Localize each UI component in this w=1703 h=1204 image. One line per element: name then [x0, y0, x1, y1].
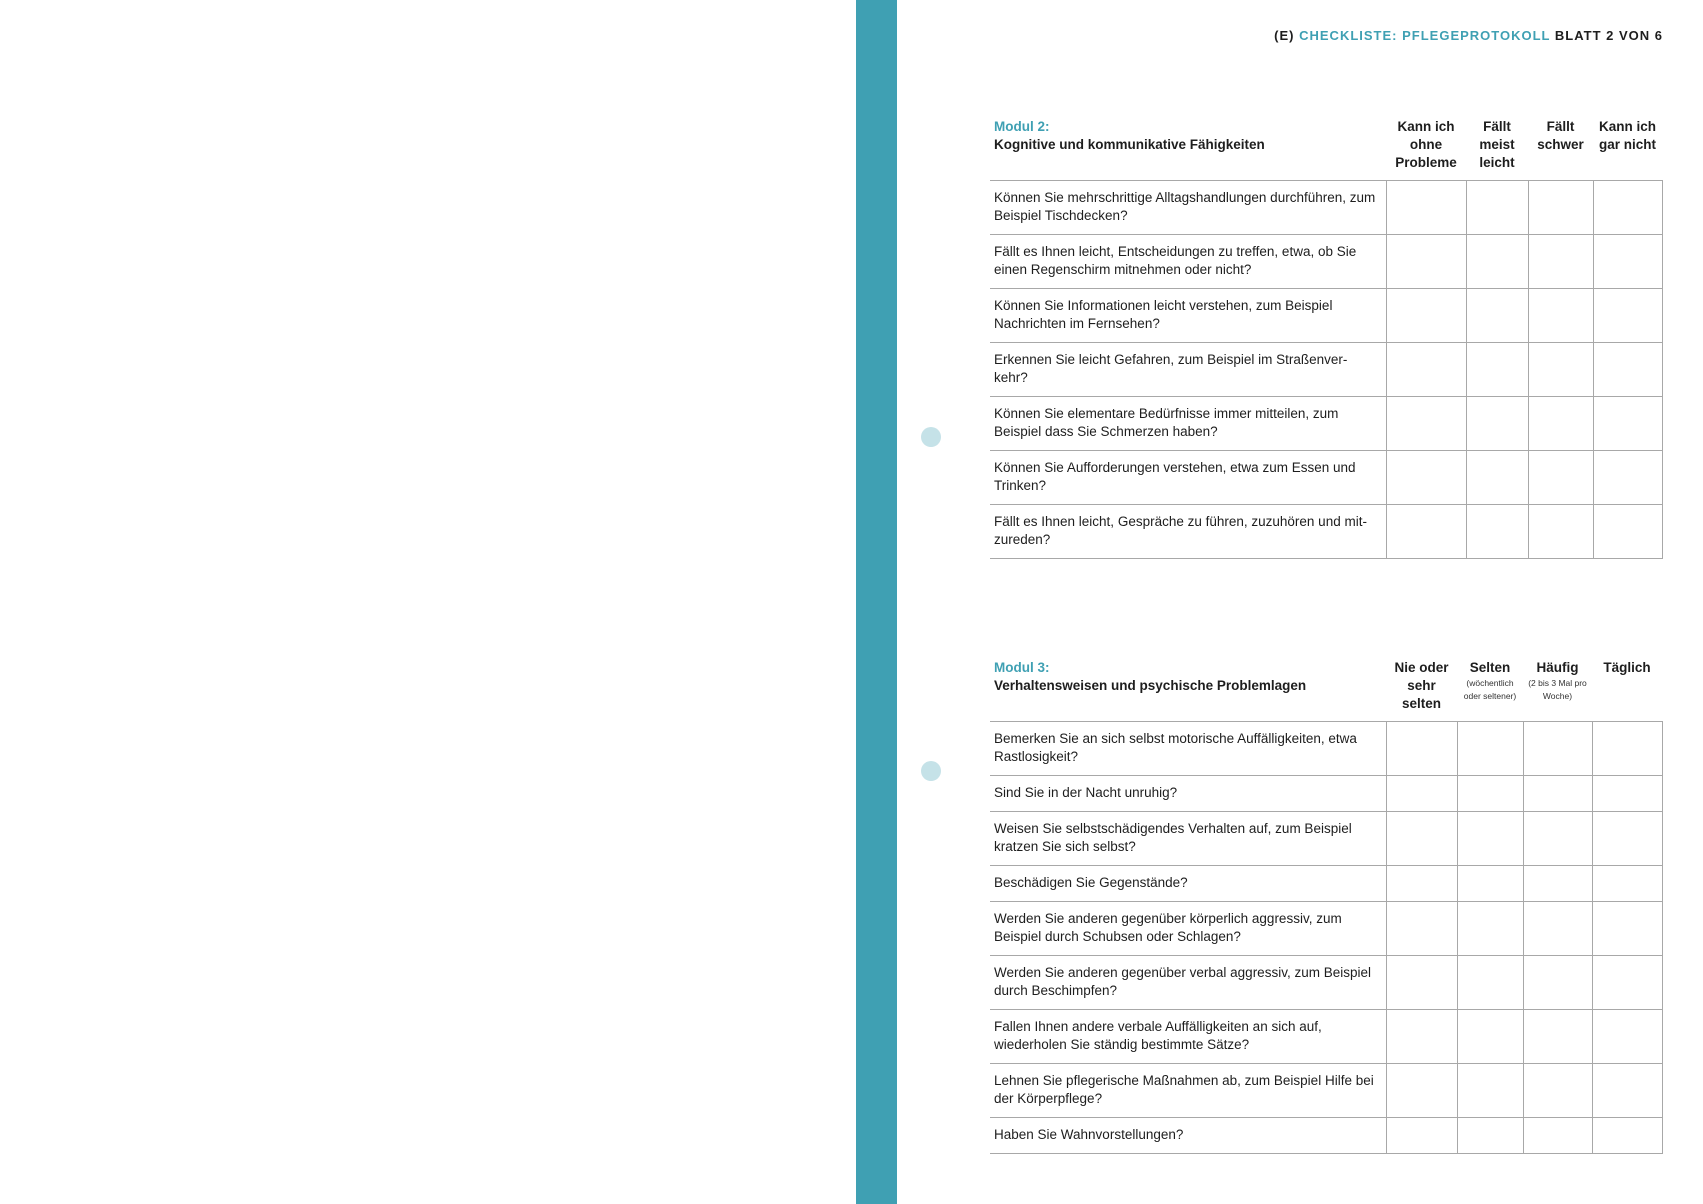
- column-header: Fällt meist leicht: [1479, 119, 1515, 170]
- answer-box[interactable]: [1466, 235, 1528, 289]
- column-header: [1523, 657, 1592, 722]
- answer-box[interactable]: [1466, 505, 1528, 559]
- column-header: [1592, 657, 1662, 722]
- question-text: Können Sie Aufforderungen verstehen, etwa zum Essen und Trinken?: [994, 460, 1356, 493]
- answer-box[interactable]: [1386, 956, 1457, 1010]
- table-row: [990, 1064, 1662, 1118]
- answer-box[interactable]: [1466, 289, 1528, 343]
- answer-box[interactable]: [1386, 866, 1457, 902]
- table-row: [990, 289, 1662, 343]
- answer-box[interactable]: [1466, 181, 1528, 235]
- answer-box[interactable]: [1523, 812, 1592, 866]
- table-row: [990, 866, 1662, 902]
- table-row: [990, 343, 1662, 397]
- table-row: [990, 505, 1662, 559]
- table-row: [990, 397, 1662, 451]
- header-title: CHECKLISTE: PFLEGEPROTOKOLL: [1299, 28, 1551, 43]
- answer-box[interactable]: [1466, 451, 1528, 505]
- answer-box[interactable]: [1528, 505, 1593, 559]
- answer-box[interactable]: [1593, 181, 1662, 235]
- answer-box[interactable]: [1386, 902, 1457, 956]
- module-3-label: Modul 3:: [994, 660, 1050, 675]
- question-text: Bemerken Sie an sich selbst motorische Auffälligkeiten, etwa Rastlosigkeit?: [994, 731, 1357, 764]
- answer-box[interactable]: [1528, 451, 1593, 505]
- module-3-title: Verhaltensweisen und psychische Problemlagen: [994, 678, 1307, 693]
- column-header-label: Täglich: [1603, 660, 1651, 675]
- table-row: [990, 722, 1662, 776]
- punch-hole: [921, 761, 941, 781]
- table-row: [990, 776, 1662, 812]
- answer-box[interactable]: [1386, 505, 1466, 559]
- answer-box[interactable]: [1528, 289, 1593, 343]
- column-header: [1386, 657, 1457, 722]
- column-header: Kann ich gar nicht: [1598, 119, 1656, 152]
- answer-box[interactable]: [1523, 866, 1592, 902]
- answer-box[interactable]: [1592, 776, 1662, 812]
- column-header: [1457, 657, 1523, 722]
- answer-box[interactable]: [1386, 812, 1457, 866]
- answer-box[interactable]: [1386, 722, 1457, 776]
- answer-box[interactable]: [1592, 902, 1662, 956]
- page-header: [1274, 28, 1663, 43]
- answer-box[interactable]: [1457, 722, 1523, 776]
- header-prefix: (E): [1274, 28, 1295, 43]
- question-text: Haben Sie Wahnvorstellungen?: [994, 1127, 1184, 1142]
- answer-box[interactable]: [1457, 812, 1523, 866]
- question-text: Fällt es Ihnen leicht, Entscheidungen zu treffen, etwa, ob Sie einen Regenschirm mitnehmen oder nicht?: [994, 244, 1357, 277]
- binder-spine: [856, 0, 897, 1204]
- answer-box[interactable]: [1457, 956, 1523, 1010]
- table-row: [990, 1010, 1662, 1064]
- table-row: [990, 235, 1662, 289]
- punch-hole: [921, 427, 941, 447]
- answer-box[interactable]: [1528, 181, 1593, 235]
- question-text: Fallen Ihnen andere verbale Auffälligkeiten an sich auf, wiederholen Sie ständig bestimmte Sätze?: [994, 1019, 1322, 1052]
- answer-box[interactable]: [1593, 235, 1662, 289]
- answer-box[interactable]: [1593, 451, 1662, 505]
- answer-box[interactable]: [1593, 289, 1662, 343]
- question-text: Weisen Sie selbstschädigendes Verhalten auf, zum Beispiel kratzen Sie sich selbst?: [994, 821, 1352, 854]
- column-header-label: Häufig: [1536, 660, 1579, 675]
- column-header-label: Selten: [1469, 660, 1511, 675]
- question-text: Können Sie mehrschrittige Alltagshandlungen durchführen, zum Beispiel Tischdecken?: [994, 190, 1376, 223]
- table-row: [990, 1118, 1662, 1154]
- answer-box[interactable]: [1386, 289, 1466, 343]
- answer-box[interactable]: [1528, 397, 1593, 451]
- answer-box[interactable]: [1466, 397, 1528, 451]
- module-2-label: Modul 2:: [994, 119, 1050, 134]
- answer-box[interactable]: [1386, 1064, 1457, 1118]
- answer-box[interactable]: [1386, 1010, 1457, 1064]
- table-row: [990, 451, 1662, 505]
- answer-box[interactable]: [1523, 776, 1592, 812]
- answer-box[interactable]: [1457, 1064, 1523, 1118]
- answer-box[interactable]: [1528, 235, 1593, 289]
- answer-box[interactable]: [1593, 397, 1662, 451]
- question-text: Werden Sie anderen gegenüber körperlich aggressiv, zum Beispiel durch Schubsen oder Schlagen?: [994, 911, 1342, 944]
- answer-box[interactable]: [1592, 1118, 1662, 1154]
- answer-box[interactable]: [1592, 812, 1662, 866]
- answer-box[interactable]: [1592, 1064, 1662, 1118]
- question-text: Können Sie Informationen leicht verstehen, zum Beispiel Nachrichten im Fernsehen?: [994, 298, 1333, 331]
- module-3-heading: [990, 657, 1386, 722]
- column-header-note: (wöchentlich oder seltener): [1463, 678, 1517, 701]
- answer-box[interactable]: [1386, 343, 1466, 397]
- answer-box[interactable]: [1592, 956, 1662, 1010]
- answer-box[interactable]: [1386, 1118, 1457, 1154]
- answer-box[interactable]: [1593, 505, 1662, 559]
- answer-box[interactable]: [1386, 776, 1457, 812]
- table-row: [990, 812, 1662, 866]
- header-sheet: BLATT 2 VON 6: [1554, 28, 1663, 43]
- column-header-label: Nie oder sehr selten: [1394, 660, 1449, 711]
- answer-box[interactable]: [1457, 1118, 1523, 1154]
- question-text: Erkennen Sie leicht Gefahren, zum Beispiel im Straßenver-kehr?: [994, 352, 1348, 385]
- answer-box[interactable]: [1386, 181, 1466, 235]
- column-header-note: (2 bis 3 Mal pro Woche): [1528, 678, 1587, 701]
- question-text: Lehnen Sie pflegerische Maßnahmen ab, zum Beispiel Hilfe bei der Körperpflege?: [994, 1073, 1374, 1106]
- question-text: Fällt es Ihnen leicht, Gespräche zu führen, zuzuhören und mit-zureden?: [994, 514, 1367, 547]
- answer-box[interactable]: [1592, 1010, 1662, 1064]
- answer-box[interactable]: [1528, 343, 1593, 397]
- module-2-heading: [990, 116, 1386, 181]
- answer-box[interactable]: [1523, 956, 1592, 1010]
- answer-box[interactable]: [1523, 722, 1592, 776]
- column-header: Fällt schwer: [1537, 119, 1584, 152]
- answer-box[interactable]: [1466, 343, 1528, 397]
- question-text: Werden Sie anderen gegenüber verbal aggressiv, zum Beispiel durch Beschimpfen?: [994, 965, 1371, 998]
- answer-box[interactable]: [1592, 866, 1662, 902]
- table-row: [990, 181, 1662, 235]
- answer-box[interactable]: [1457, 866, 1523, 902]
- answer-box[interactable]: [1457, 1010, 1523, 1064]
- column-header: Kann ich ohne Probleme: [1395, 119, 1457, 170]
- question-text: Können Sie elementare Bedürfnisse immer mitteilen, zum Beispiel dass Sie Schmerzen haben?: [994, 406, 1339, 439]
- answer-box[interactable]: [1457, 902, 1523, 956]
- answer-box[interactable]: [1386, 451, 1466, 505]
- module-2-title: Kognitive und kommunikative Fähigkeiten: [994, 137, 1265, 152]
- answer-box[interactable]: [1386, 235, 1466, 289]
- answer-box[interactable]: [1386, 397, 1466, 451]
- answer-box[interactable]: [1592, 722, 1662, 776]
- module-3-table: [990, 657, 1663, 1154]
- answer-box[interactable]: [1523, 1118, 1592, 1154]
- module-2-table: [990, 116, 1663, 559]
- table-row: [990, 902, 1662, 956]
- question-text: Sind Sie in der Nacht unruhig?: [994, 785, 1178, 800]
- answer-box[interactable]: [1523, 902, 1592, 956]
- answer-box[interactable]: [1523, 1010, 1592, 1064]
- answer-box[interactable]: [1523, 1064, 1592, 1118]
- table-row: [990, 956, 1662, 1010]
- answer-box[interactable]: [1593, 343, 1662, 397]
- question-text: Beschädigen Sie Gegenstände?: [994, 875, 1188, 890]
- answer-box[interactable]: [1457, 776, 1523, 812]
